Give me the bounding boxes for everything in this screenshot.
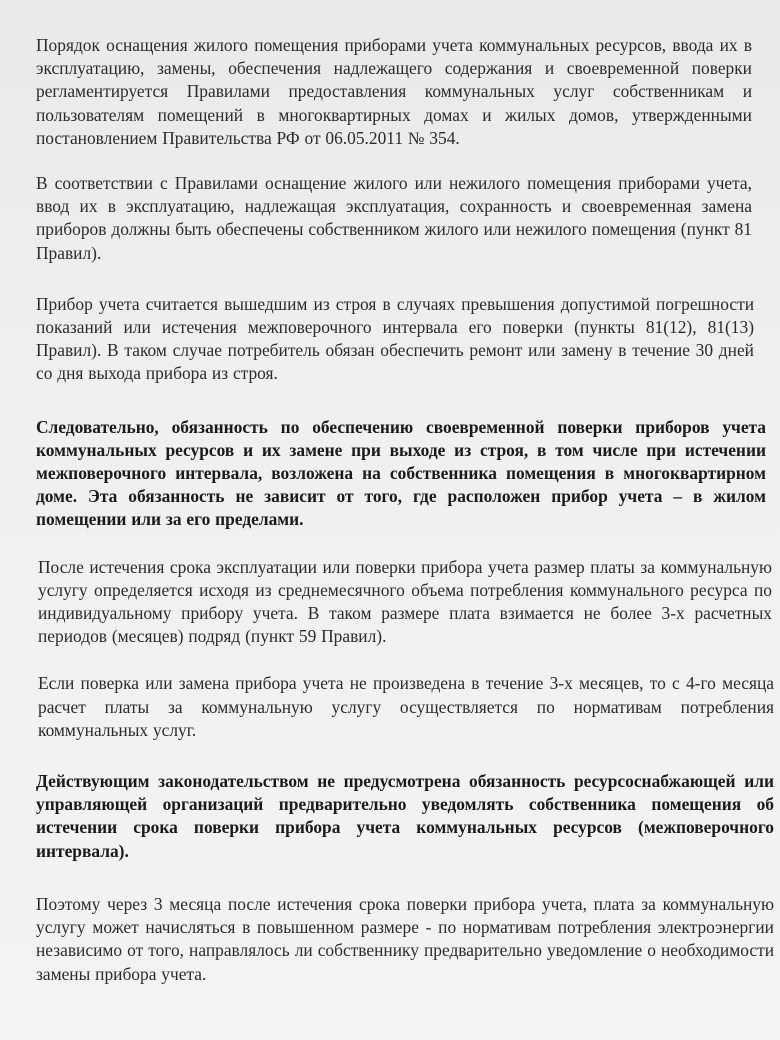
paragraph-conclusion-obligation: Следовательно, обязанность по обеспечению своевременной поверки приборов учета коммунальных ресурсов и их замене при выходе из строя, в том числе при истечении межповерочного интервала, возложена на собственника помещения в многоквартирном доме. Эта обязанность не зависит от того, где расположен прибор учета – в жилом помещении или за его пределами.	[36, 416, 766, 530]
paragraph-normative-billing: Если поверка или замена прибора учета не произведена в течение 3-х месяцев, то с 4-го месяца расчет платы за коммунальную услугу осуществляется по нормативам потребления коммунальных услуг.	[38, 673, 774, 740]
paragraph-device-failure: Прибор учета считается вышедшим из строя в случаях превышения допустимой погрешности показаний или истечения межповерочного интервала его поверки (пункты 81(12), 81(13) Правил). В таком случае потребитель обязан обеспечить ремонт или замену в течение 30 дней со дня выхода прибора из строя.	[36, 293, 754, 384]
paragraph-average-consumption: После истечения срока эксплуатации или поверки прибора учета размер платы за коммунальную услугу определяется исходя из среднемесячного объема потребления коммунального ресурса по индивидуальному прибору учета. В таком размере плата взимается не более 3-х расчетных периодов (месяцев) подряд (пункт 59 Правил).	[38, 556, 772, 647]
paragraph-no-notification-duty: Действующим законодательством не предусмотрена обязанность ресурсоснабжающей или управляющей организаций предварительно уведомлять собственника помещения об истечении срока поверки прибора учета коммунальных ресурсов (межповерочного интервала).	[36, 771, 774, 861]
paragraph-metering-rules-intro: Порядок оснащения жилого помещения приборами учета коммунальных ресурсов, ввода их в эксплуатацию, замены, обеспечения надлежащего содержания и своевременной поверки регламентируется Правилами предоставления коммунальных услуг собственникам и пользователям помещений в многоквартирных домах и жилых домов, утвержденными постановлением Правительства РФ от 06.05.2011 № 354.	[36, 35, 752, 148]
paragraph-increased-payment: Поэтому через 3 месяца после истечения срока поверки прибора учета, плата за коммунальную услугу может начисляться в повышенном размере - по нормативам потребления электроэнергии независимо от того, направлялось ли собственнику предварительно уведомление о необходимости замены прибора учета.	[36, 893, 774, 984]
paragraph-owner-responsibility: В соответствии с Правилами оснащение жилого или нежилого помещения приборами учета, ввод их в эксплуатацию, надлежащая эксплуатация, сохранность и своевременная замена приборов должны быть обеспечены собственником жилого или нежилого помещения (пункт 81 Правил).	[36, 173, 752, 263]
